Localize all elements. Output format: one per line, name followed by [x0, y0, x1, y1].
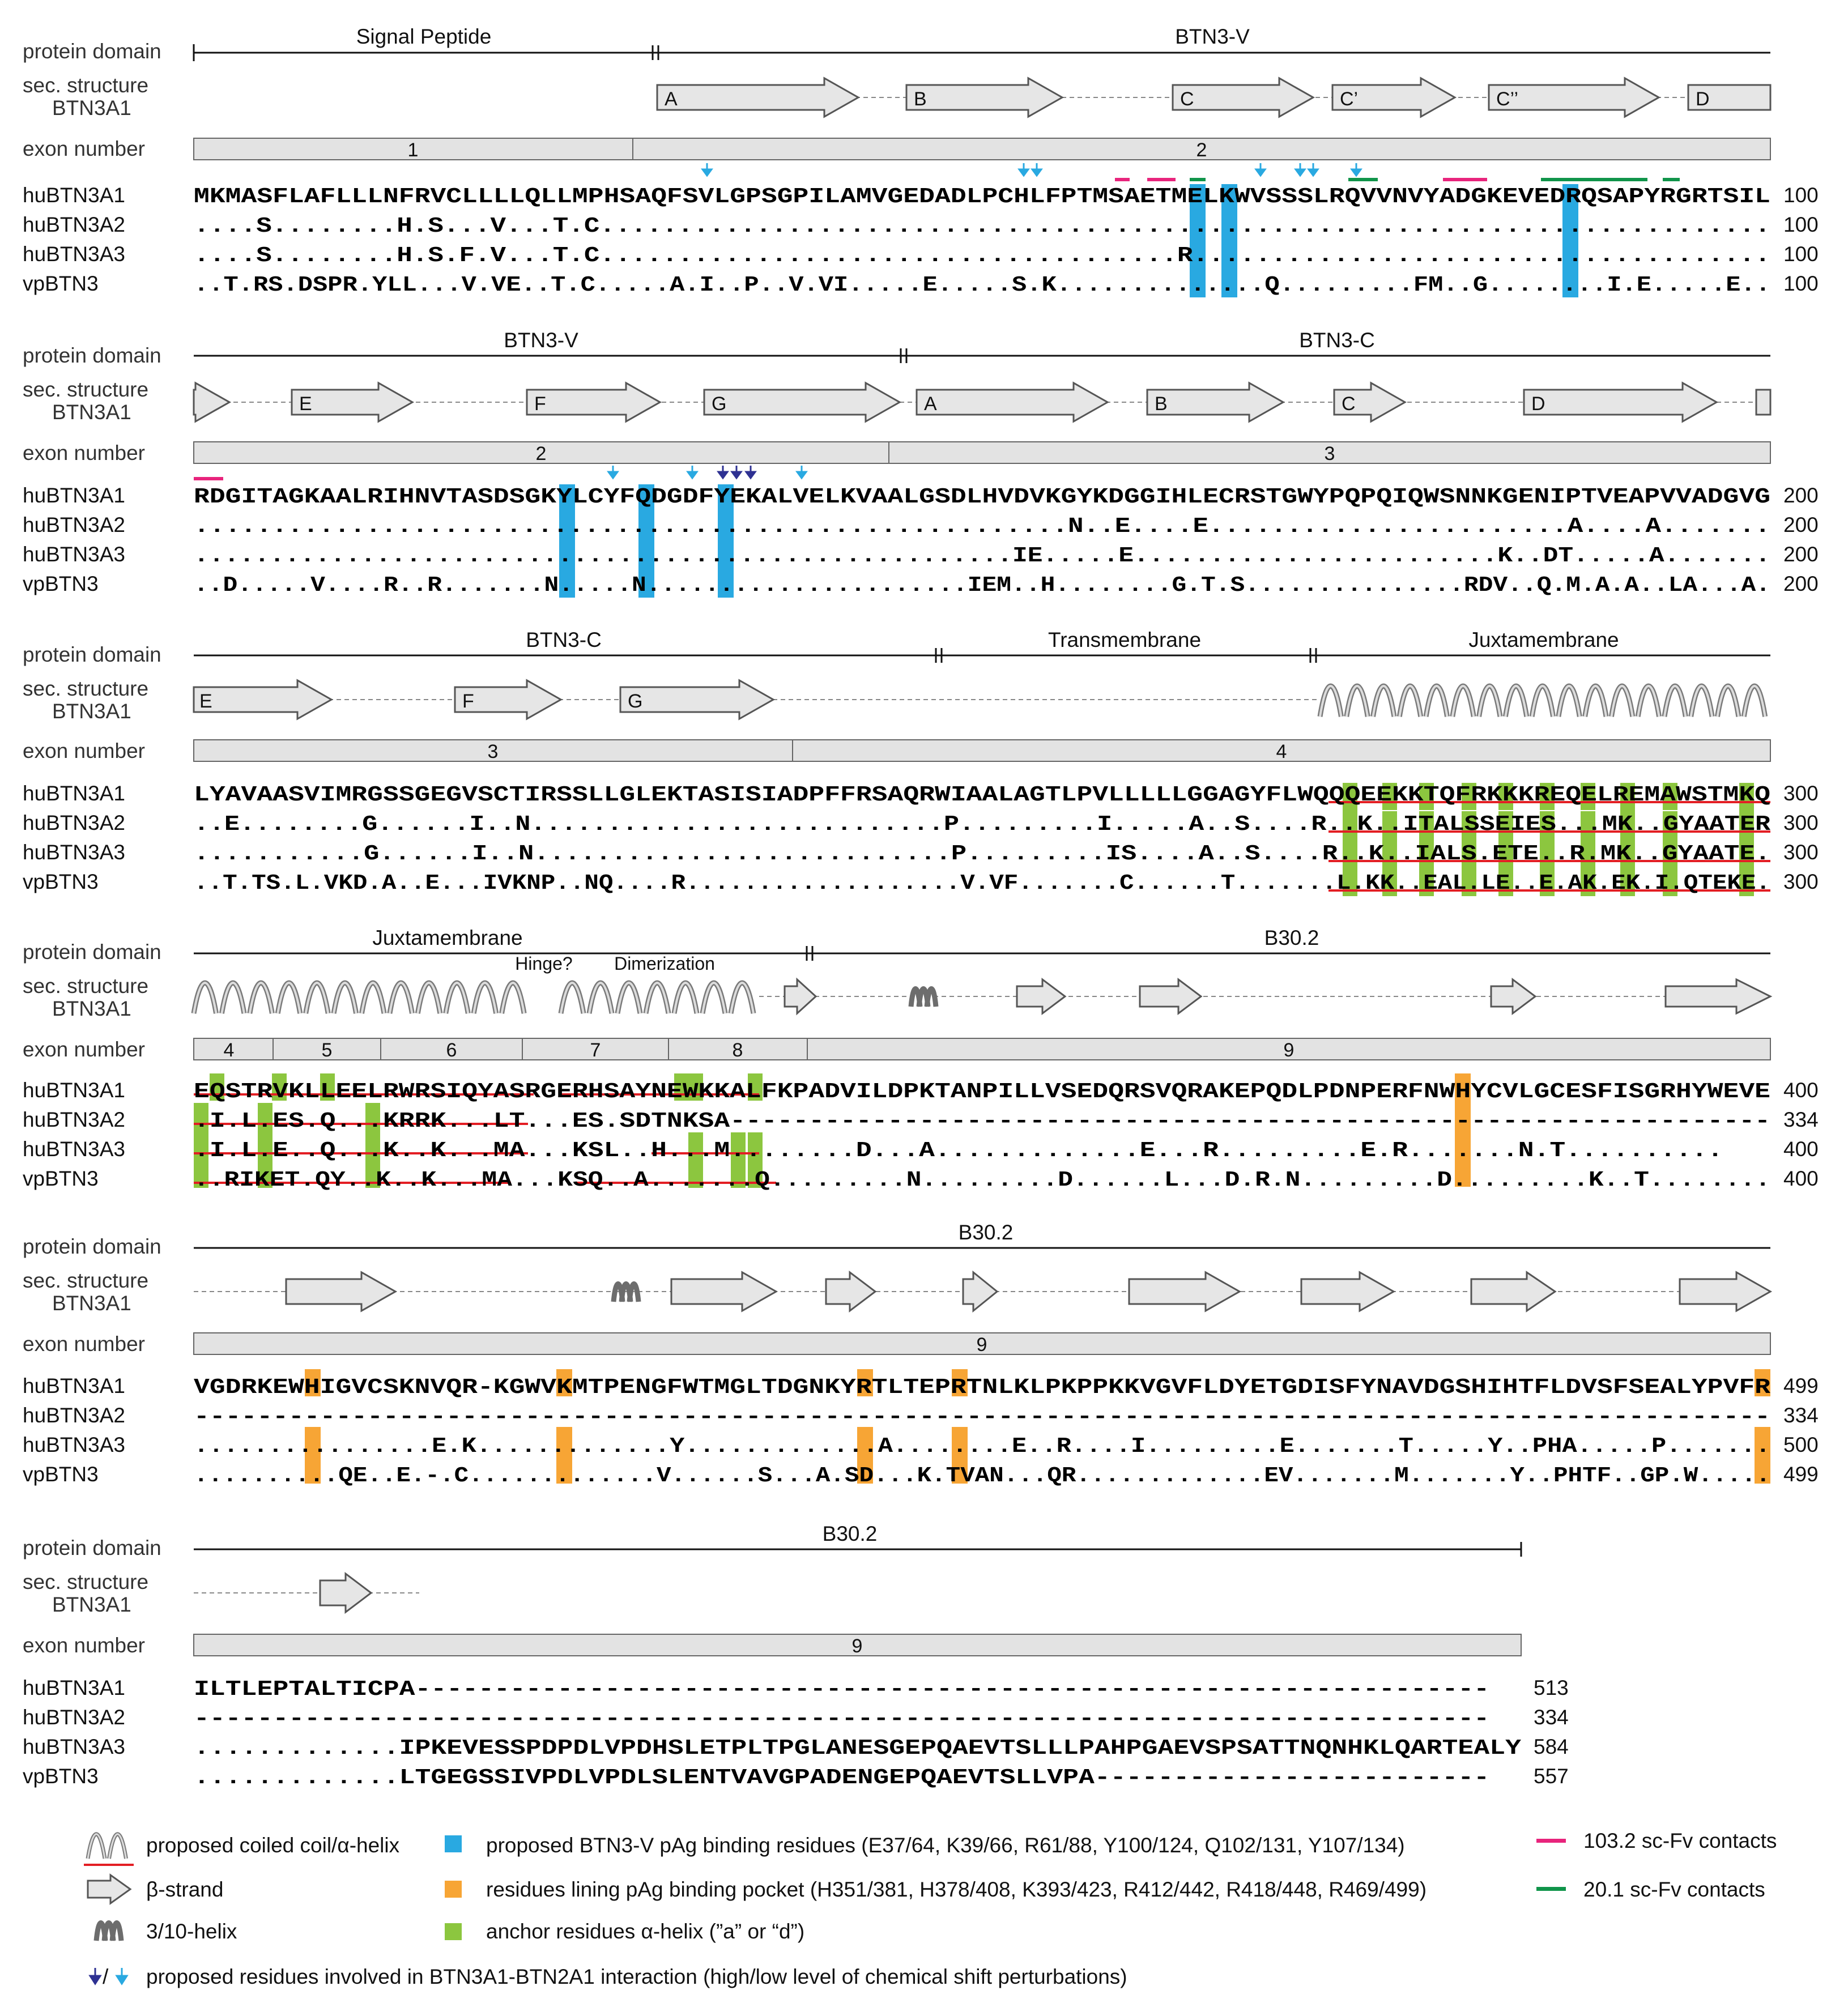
sequence-string: ----------------------------------------------------------------------------------------------------: [194, 1405, 1770, 1429]
sequence-name: huBTN3A1: [23, 782, 125, 805]
legend: [84, 1829, 1777, 1988]
protein-domain-label: protein domain: [23, 1536, 161, 1559]
sequence-end-number: 334: [1783, 1108, 1819, 1131]
sequence-end-number: 200: [1783, 543, 1819, 566]
sequence-name: vpBTN3: [23, 1463, 99, 1486]
exon-9: 9: [976, 1334, 987, 1356]
sequence-end-number: 500: [1783, 1433, 1819, 1456]
legend-orange-square: [445, 1881, 462, 1898]
beta-strand: [620, 680, 773, 719]
exon-2: 2: [535, 443, 547, 465]
sequence-name: huBTN3A2: [23, 1706, 125, 1729]
sequence-end-number: 400: [1783, 1137, 1819, 1161]
strand-label: F: [534, 393, 546, 415]
sequence-string: .I.L.ES.Q...KRRK...LT...ES.SDTNKSA------------------------------------------------------------------: [194, 1110, 1770, 1134]
beta-strand: [1756, 390, 1770, 415]
strand-label: C: [1180, 88, 1194, 110]
sequence-end-number: 334: [1534, 1706, 1569, 1729]
sequence-name: vpBTN3: [23, 1167, 99, 1190]
domain-juxtamembrane: Juxtamembrane: [1468, 628, 1619, 651]
beta-strand: [963, 1272, 997, 1311]
sequence-end-number: 100: [1783, 272, 1819, 295]
beta-strand: [194, 383, 229, 421]
domain-transmembrane: Transmembrane: [1048, 628, 1202, 651]
exon-number-label: exon number: [23, 1038, 145, 1061]
sequence-string: ILTLEPTALTICPA--------------------------------------------------------------------: [194, 1678, 1490, 1702]
legend-red-underline: [84, 1864, 134, 1866]
strand-label: C’’: [1496, 88, 1519, 110]
sequence-end-number: 513: [1534, 1676, 1569, 1699]
sec-structure-label: sec. structure: [23, 974, 149, 998]
sequence-name: huBTN3A2: [23, 1108, 125, 1131]
beta-strand: [671, 1272, 776, 1311]
legend-helix-310-icon: [96, 1923, 121, 1941]
sequence-name: huBTN3A3: [23, 1735, 125, 1758]
exon-number-label: exon number: [23, 739, 145, 762]
strand-label: D: [1696, 88, 1710, 110]
beta-strand: [194, 680, 331, 719]
coiled-coil-helix: [1320, 686, 1765, 717]
legend-201-label: 20.1 sc-Fv contacts: [1583, 1878, 1765, 1901]
legend-anchor-label: anchor residues α-helix (”a” or “d”): [486, 1920, 805, 1943]
beta-strand: [1129, 1272, 1240, 1311]
domain-signal-peptide: Signal Peptide: [356, 25, 492, 48]
sequence-string: ................E.K.............Y.............A........E..R....I.........E.......T.....Y..PHA.....P.......: [194, 1435, 1770, 1459]
helix-310: [911, 989, 936, 1007]
domain-b302: B30.2: [958, 1221, 1014, 1244]
beta-strand: [1147, 383, 1283, 421]
sec-structure-sublabel: BTN3A1: [52, 700, 131, 723]
sequence-name: huBTN3A3: [23, 543, 125, 566]
domain-btn3c: BTN3-C: [1299, 329, 1375, 352]
sec-structure-label: sec. structure: [23, 74, 149, 97]
legend-green-bar: [1536, 1887, 1566, 1891]
sequence-name: huBTN3A1: [23, 1676, 125, 1699]
sequence-end-number: 300: [1783, 870, 1819, 893]
beta-strand: [785, 979, 816, 1013]
strand-label: E: [199, 691, 212, 712]
exon-number-label: exon number: [23, 1634, 145, 1657]
sequence-end-number: 200: [1783, 513, 1819, 536]
strand-label: B: [1155, 393, 1168, 415]
beta-strand: [1666, 979, 1770, 1013]
sequence-name: huBTN3A3: [23, 1137, 125, 1161]
beta-strand: [657, 78, 858, 117]
scfv-contacts: [1115, 178, 1680, 181]
beta-strand: [1688, 85, 1770, 110]
sequence-string: .............IPKEVESSPDPDLVPDHSLETPLTPGLANESGEPQAEVTSLLLPAHPGAEVSPSATTNQNHKLQARTEALY: [194, 1737, 1522, 1761]
exon-3: 3: [1324, 443, 1335, 465]
strand-label: A: [665, 88, 678, 110]
sequence-string: ....S........H.S.F.V...T.C.....................................R.....................................: [194, 244, 1770, 268]
sequence-end-number: 300: [1783, 841, 1819, 864]
sequence-string: VGDRKEWHIGVCSKNVQR-KGWVKMTPENGFWTMGLTDGNKYRTLTEPRTNLKLPKPPKKVGVFLDYETGDISFYNAVDGSHIHTFLDVSFSEALYPVFR: [194, 1376, 1771, 1400]
sequence-name: huBTN3A2: [23, 213, 125, 236]
exon-7: 7: [590, 1039, 601, 1061]
sequence-name: huBTN3A2: [23, 513, 125, 536]
exon-3: 3: [487, 741, 499, 762]
sequence-end-number: 584: [1534, 1735, 1569, 1758]
sequence-end-number: 400: [1783, 1079, 1819, 1102]
legend-blue-square: [445, 1835, 462, 1852]
exon-number-label: exon number: [23, 1332, 145, 1356]
block-6: [23, 1522, 1521, 1657]
sec-structure-sublabel: BTN3A1: [52, 1292, 131, 1315]
beta-strand: [1524, 383, 1717, 421]
sequence-string: ....S........H.S...V...T.C...........................................................................: [194, 215, 1770, 238]
helix-310: [614, 1284, 638, 1302]
exon-number-label: exon number: [23, 441, 145, 465]
legend-arrow-separator: /: [103, 1965, 109, 1988]
sequence-string: ..RIKET.QY..K..K...MA...KSQ..A.......Q.........N.........D......L...D.R.N.........D.........K..T........: [194, 1169, 1770, 1192]
legend-coiled-coil-icon: [88, 1834, 126, 1859]
helix-310-turn: [112, 1923, 121, 1941]
sequence-name: huBTN3A1: [23, 184, 125, 207]
domain-btn3v: BTN3-V: [1175, 25, 1250, 48]
beta-strand: [1301, 1272, 1394, 1311]
exon-8: 8: [732, 1039, 743, 1061]
legend-arrows-icon: [90, 1965, 127, 1988]
beta-strand: [1017, 979, 1065, 1013]
exon-9: 9: [1283, 1039, 1295, 1061]
sequence-name: huBTN3A2: [23, 811, 125, 834]
beta-strand: [1332, 78, 1455, 117]
legend-green-square: [445, 1923, 462, 1940]
sequence-end-number: 400: [1783, 1167, 1819, 1190]
sequence-string: ........................................................N..E....E.......................A....A.......: [194, 515, 1770, 539]
beta-strand: [286, 1272, 395, 1311]
sequence-name: huBTN3A1: [23, 1374, 125, 1397]
sequence-end-number: 200: [1783, 484, 1819, 507]
exon-2: 2: [1196, 139, 1207, 161]
exon-5: 5: [321, 1039, 333, 1061]
sec-structure-sublabel: BTN3A1: [52, 997, 131, 1020]
beta-strand: [826, 1272, 875, 1311]
sequence-string: MKMASFLAFLLLNFRVCLLLLQLLMPHSAQFSVLGPSGPILAMVGEDADLPCHLFPTMSAETMELKWVSSSLRQVVNVYADGKEVEDRQSAPYRGRTSIL: [194, 185, 1770, 209]
sequence-name: huBTN3A3: [23, 1433, 125, 1456]
beta-strand: [320, 1574, 371, 1612]
legend-beta-strand-label: β-strand: [146, 1878, 224, 1901]
beta-strand: [527, 383, 660, 421]
strand-label: F: [462, 691, 474, 712]
sequence-string: .I.L.E..Q...K..K...MA...KSL..H...M........D...A.............E...R.........E.R.......N.T..........: [194, 1139, 1723, 1163]
sequence-string: ..E........G......I..N...........................P.........I.....A..S....R..K..ITALSSEIES...MK..GYAATER: [194, 813, 1771, 837]
sequence-name: vpBTN3: [23, 870, 99, 893]
sequence-string: ...........G......I..N...........................P.........IS....A..S....R..K..IALS.ETE..R.MK..GYAATE.: [194, 842, 1770, 866]
sequence-string: ..T.TS.L.VKD.A..E...IVKNP..NQ....R...................V.VF.......C......T.......L.KK..EAL.LE..E.AK.EK.I.QTEKE.: [194, 872, 1770, 896]
legend-beta-strand-icon: [88, 1875, 130, 1903]
protein-domain-label: protein domain: [23, 940, 161, 964]
coiled-coil-helix: [561, 983, 753, 1013]
strand-label: G: [712, 393, 727, 415]
legend-helix-310-label: 3/10-helix: [146, 1920, 237, 1943]
exon-4: 4: [223, 1039, 235, 1061]
sequence-name: vpBTN3: [23, 1765, 99, 1788]
sec-structure-label: sec. structure: [23, 1269, 149, 1292]
sec-structure-label: sec. structure: [23, 1570, 149, 1593]
sequence-end-number: 100: [1783, 184, 1819, 207]
sequence-name: huBTN3A1: [23, 484, 125, 507]
beta-strand: [1489, 78, 1659, 117]
sec-structure-label: sec. structure: [23, 378, 149, 401]
domain-b302: B30.2: [1264, 926, 1319, 949]
strand-label: A: [924, 393, 937, 415]
exon-1: 1: [407, 139, 419, 161]
sequence-end-number: 557: [1534, 1765, 1569, 1788]
protein-domain-label: protein domain: [23, 1235, 161, 1258]
exon-number-label: exon number: [23, 137, 145, 160]
sequence-string: ..D.....V....R..R.......N.....N......................IEM..H........G.T.S...............RDV..Q.M.A.A..LA...A.: [194, 574, 1770, 598]
exon-6: 6: [446, 1039, 457, 1061]
domain-juxtamembrane: Juxtamembrane: [372, 926, 523, 949]
sec-structure-sublabel: BTN3A1: [52, 96, 131, 120]
protein-domain-label: protein domain: [23, 40, 161, 63]
sequence-string: ----------------------------------------------------------------------------------: [194, 1707, 1490, 1731]
sequence-end-number: 499: [1783, 1463, 1819, 1486]
sequence-name: huBTN3A2: [23, 1404, 125, 1427]
legend-pag-binding-label: proposed BTN3-V pAg binding residues (E37/64, K39/66, R61/88, Y100/124, Q102/131, Y107/134): [486, 1834, 1405, 1857]
sequence-name: vpBTN3: [23, 272, 99, 295]
sec-structure-label: sec. structure: [23, 677, 149, 700]
sequence-end-number: 200: [1783, 572, 1819, 595]
hinge-annotation: Hinge?: [515, 953, 573, 974]
sequence-string: LYAVAASVIMRGSSGEGVSCTIRSSLLGLEKTASISIADPFFRSAQRWIAALAGTLPVLLLLLGGAGYFLWQQQEEKKTQFRKKKREQELREMAWSTMKQ: [194, 783, 1770, 807]
sequence-name: huBTN3A1: [23, 1079, 125, 1102]
strand-label: G: [628, 691, 643, 712]
sequence-end-number: 100: [1783, 213, 1819, 236]
strand-label: B: [914, 88, 927, 110]
strand-label: D: [1531, 393, 1545, 415]
sequence-string: EQSTRVKLLEELRWRSIQYASRGERHSAYNEWKKALFKPADVILDPKTANPILLVSEDQRSVQRAKEPQDLPDNPERFNWHYCVLGCESFISGRHYWEVE: [194, 1080, 1770, 1104]
legend-pocket-label: residues lining pAg binding pocket (H351/381, H378/408, K393/423, R412/442, R418/448, R469/499): [486, 1878, 1427, 1901]
coiled-coil-helix: [194, 983, 524, 1013]
helix-310-turn: [927, 989, 936, 1007]
beta-strand: [906, 78, 1062, 117]
exon-9: 9: [851, 1635, 863, 1657]
legend-interaction-label: proposed residues involved in BTN3A1-BTN2A1 interaction (high/low level of chemical shift perturbations): [146, 1965, 1127, 1988]
strand-label: C’: [1340, 88, 1359, 110]
protein-domain-label: protein domain: [23, 344, 161, 367]
sequence-string: ......................................................IE.....E........................K..DT.....A.......: [194, 544, 1770, 568]
beta-strand: [1471, 1272, 1555, 1311]
legend-103-label: 103.2 sc-Fv contacts: [1583, 1829, 1777, 1852]
sec-structure-sublabel: BTN3A1: [52, 1593, 131, 1616]
beta-strand: [1491, 979, 1535, 1013]
domain-b302: B30.2: [822, 1522, 878, 1545]
sequence-end-number: 300: [1783, 782, 1819, 805]
beta-strand: [917, 383, 1108, 421]
beta-strand: [704, 383, 900, 421]
beta-strand: [292, 383, 412, 421]
sequence-end-number: 100: [1783, 242, 1819, 266]
domain-btn3c: BTN3-C: [526, 628, 602, 651]
beta-strand: [1140, 979, 1201, 1013]
beta-strand: [1173, 78, 1313, 117]
sequence-end-number: 499: [1783, 1374, 1819, 1397]
exon-4: 4: [1276, 741, 1287, 762]
helix-310-turn: [629, 1284, 638, 1302]
sequence-string: RDGITAGKAALRIHNVTASDSGKYLCYFQDGDFYEKALVELKVAALGSDLHVDVKGYKDGGIHLECRSTGWYPQPQIQWSNNKGENIPTVEAPVVADGVG: [194, 485, 1770, 509]
beta-strand: [1334, 383, 1405, 421]
sec-structure-sublabel: BTN3A1: [52, 400, 131, 424]
sequence-string: ..........QE..E.-.C.............V......S...A.SD...K.TVAN...QR.............EV.......M.......Y..PHTF..GP.W.....: [194, 1464, 1770, 1488]
dimerization-annotation: Dimerization: [614, 953, 715, 974]
protein-domain-label: protein domain: [23, 643, 161, 666]
sequence-name: huBTN3A3: [23, 242, 125, 266]
legend-coiled-coil-label: proposed coiled coil/α-helix: [146, 1834, 400, 1857]
sequence-end-number: 300: [1783, 811, 1819, 834]
sequence-string: .............LTGEGSSIVPDLVPDLSLENTVAVGPADENGEPQAEVTSLLVPA-------------------------: [194, 1766, 1490, 1790]
strand-label: C: [1342, 393, 1356, 415]
beta-strand: [1680, 1272, 1770, 1311]
csp-arrows: [702, 163, 1361, 176]
domain-btn3v: BTN3-V: [504, 329, 578, 352]
csp-arrows: [608, 466, 806, 478]
sequence-name: vpBTN3: [23, 572, 99, 595]
sequence-string: ..T.RS.DSPR.YLL...V.VE..T.C.....A.I..P..V.VI.....E.....S.K..............Q.........FM..G........I.E.....E..: [194, 274, 1770, 297]
sequence-name: huBTN3A3: [23, 841, 125, 864]
sequence-end-number: 334: [1783, 1404, 1819, 1427]
legend-pink-bar: [1536, 1839, 1566, 1843]
strand-label: E: [299, 393, 312, 415]
beta-strand: [455, 680, 561, 719]
